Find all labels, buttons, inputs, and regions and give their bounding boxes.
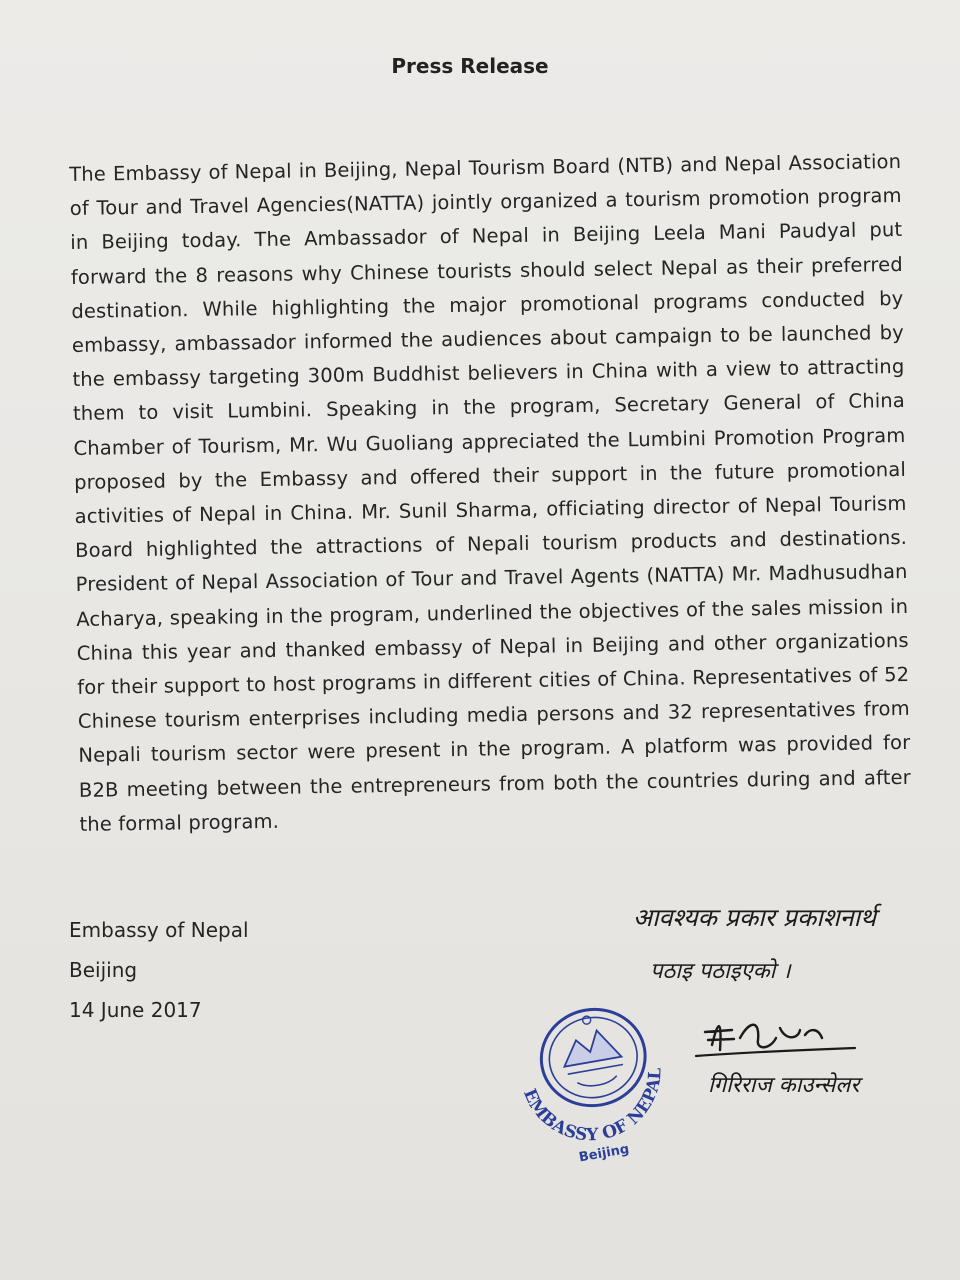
- signature-note-line1: आवश्यक प्रकार प्रकाशनार्थ: [633, 903, 877, 932]
- embassy-seal-stamp: [508, 1000, 678, 1170]
- sender-city: Beijing: [69, 958, 138, 982]
- page-title: Press Release: [391, 54, 549, 78]
- signature-note-line2: पठाइ पठाइएको ।: [650, 959, 791, 984]
- release-date: 14 June 2017: [69, 998, 202, 1022]
- signatory-name: गिरिराज काउन्सेलर: [708, 1073, 860, 1098]
- seal-embassy-text: EMBASSY OF NEPAL: [518, 1067, 666, 1146]
- seal-city-text: Beijing: [577, 1141, 631, 1166]
- press-release-body: The Embassy of Nepal in Beijing, Nepal Tourism Board (NTB) and Nepal Association of Tour and Travel Agencies(NATTA) jointly organized a tourism promotion program in Beijing today. The Ambassador of Nepal in Beijing Leela Mani Paudyal put forward the 8 reasons why Chinese tourists should select Nepal as their preferred destination. While highlighting the major promotional programs conducted by embassy, ambassador informed the audiences about campaign to be launched by the embassy targeting 300m Buddhist believers in China with a view to attracting them to visit Lumbini. Speaking in the program, Secretary General of China Chamber of Tourism, Mr. Wu Guoliang appreciated the Lumbini Promotion Program proposed by the Embassy and offered their support in the future promotional activities of Nepal in China. Mr. Sunil Sharma, officiating director of Nepal Tourism Board highlighted the attractions of Nepali tourism products and destinations. President of Nepal Association of Tour and Travel Agents (NATTA) Mr. Madhusudhan Acharya, speaking in the program, underlined the objectives of the sales mission in China this year and thanked embassy of Nepal in Beijing and other organizations for their support to host programs in different cities of China. Representatives of 52 Chinese tourism enterprises including media persons and 32 representatives from Nepali tourism sector were present in the program. A platform was provided for B2B meeting between the entrepreneurs from both the countries during and after the formal program.: [69, 149, 912, 836]
- sender-organization: Embassy of Nepal: [69, 918, 249, 942]
- sender-block: [69, 910, 249, 1030]
